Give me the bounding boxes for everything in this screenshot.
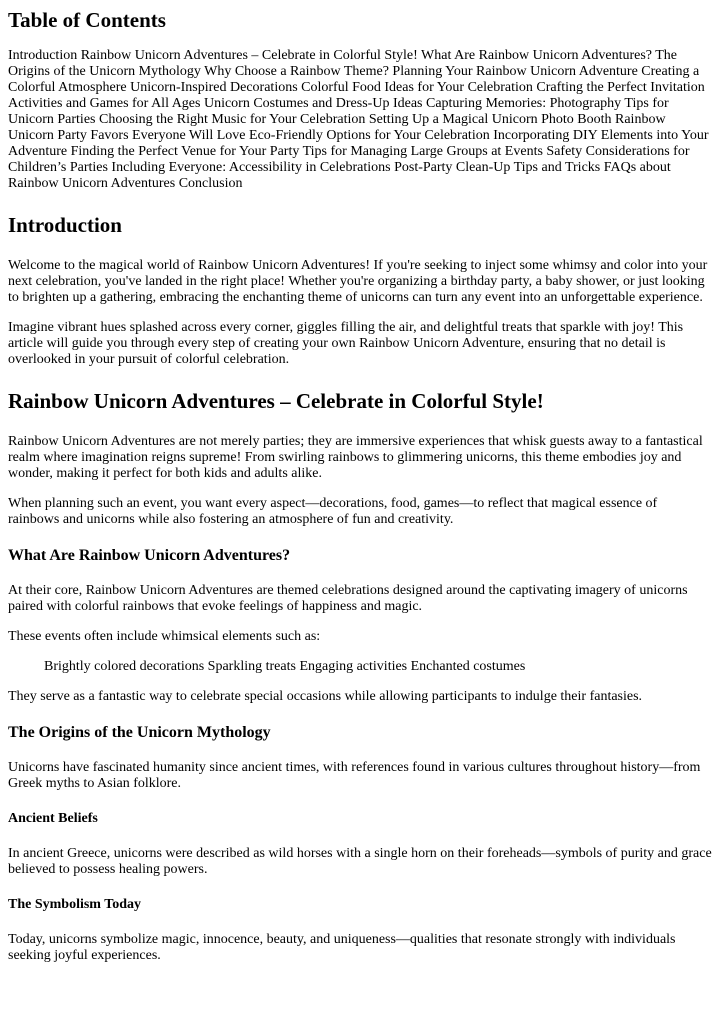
what-are-heading: What Are Rainbow Unicorn Adventures?	[8, 547, 291, 564]
introduction-paragraph-1: Welcome to the magical world of Rainbow Unicorn Adventures! If you're seeking to inject some whimsy and color into your next celebration, you've landed in the right place! Whether you're organizing a birthday party, a baby shower, or just looking to brighten up a gathering, embracing the enchanting theme of unicorns can turn any event into an unforgettable experience.	[8, 258, 708, 305]
ancient-beliefs-heading: Ancient Beliefs	[8, 811, 98, 826]
symbolism-paragraph: Today, unicorns symbolize magic, innocence, beauty, and uniqueness—qualities that resonate strongly with individuals seeking joyful experiences.	[8, 932, 676, 963]
symbolism-heading: The Symbolism Today	[8, 897, 142, 912]
rainbow-adventures-paragraph-2: When planning such an event, you want every aspect—decorations, food, games—to reflect that magical essence of rainbows and unicorns while also fostering an atmosphere of fun and creativity.	[8, 496, 658, 527]
toc-heading: Table of Contents	[8, 8, 166, 32]
origins-heading: The Origins of the Unicorn Mythology	[8, 724, 271, 741]
article	[0, 8, 720, 964]
ancient-beliefs-paragraph: In ancient Greece, unicorns were described as wild horses with a single horn on their foreheads—symbols of purity and grace believed to possess healing powers.	[8, 846, 712, 877]
what-are-paragraph-1: At their core, Rainbow Unicorn Adventures are themed celebrations designed around the captivating imagery of unicorns paired with colorful rainbows that evoke feelings of happiness and magic.	[8, 583, 688, 614]
what-are-paragraph-2: These events often include whimsical elements such as:	[8, 629, 321, 644]
toc-list: Introduction Rainbow Unicorn Adventures – Celebrate in Colorful Style! What Are Rainbow Unicorn Adventures? The Origins of the Unicorn Mythology Why Choose a Rainbow Theme? Planning Your Rainbow Unicorn Adventure Creating a Colorful Atmosphere Unicorn-Inspired Decorations Colorful Food Ideas for Your Celebration Crafting the Perfect Invitation Activities and Games for All Ages Unicorn Costumes and Dress-Up Ideas Capturing Memories: Photography Tips for Unicorn Parties Choosing the Right Music for Your Celebration Setting Up a Magical Unicorn Photo Booth Rainbow Unicorn Party Favors Everyone Will Love Eco-Friendly Options for Your Celebration Incorporating DIY Elements into Your Adventure Finding the Perfect Venue for Your Party Tips for Managing Large Groups at Events Safety Considerations for Children’s Parties Including Everyone: Accessibility in Celebrations Post-Party Clean-Up Tips and Tricks FAQs about Rainbow Unicorn Adventures Conclusion	[8, 48, 709, 191]
elements-list: Brightly colored decorations Sparkling treats Engaging activities Enchanted costumes	[44, 659, 526, 674]
rainbow-adventures-heading: Rainbow Unicorn Adventures – Celebrate in Colorful Style!	[8, 389, 544, 413]
introduction-heading: Introduction	[8, 213, 122, 237]
rainbow-adventures-paragraph-1: Rainbow Unicorn Adventures are not merely parties; they are immersive experiences that whisk guests away to a fantastical realm where imagination reigns supreme! From swirling rainbows to glimmering unicorns, this theme embodies joy and wonder, making it perfect for both kids and adults alike.	[8, 434, 703, 481]
introduction-paragraph-2: Imagine vibrant hues splashed across every corner, giggles filling the air, and delightful treats that sparkle with joy! This article will guide you through every step of creating your own Rainbow Unicorn Adventure, ensuring that no detail is overlooked in your pursuit of colorful celebration.	[8, 320, 684, 367]
origins-paragraph: Unicorns have fascinated humanity since ancient times, with references found in various cultures throughout history—from Greek myths to Asian folklore.	[8, 760, 701, 791]
what-are-paragraph-3: They serve as a fantastic way to celebrate special occasions while allowing participants to indulge their fantasies.	[8, 689, 643, 704]
